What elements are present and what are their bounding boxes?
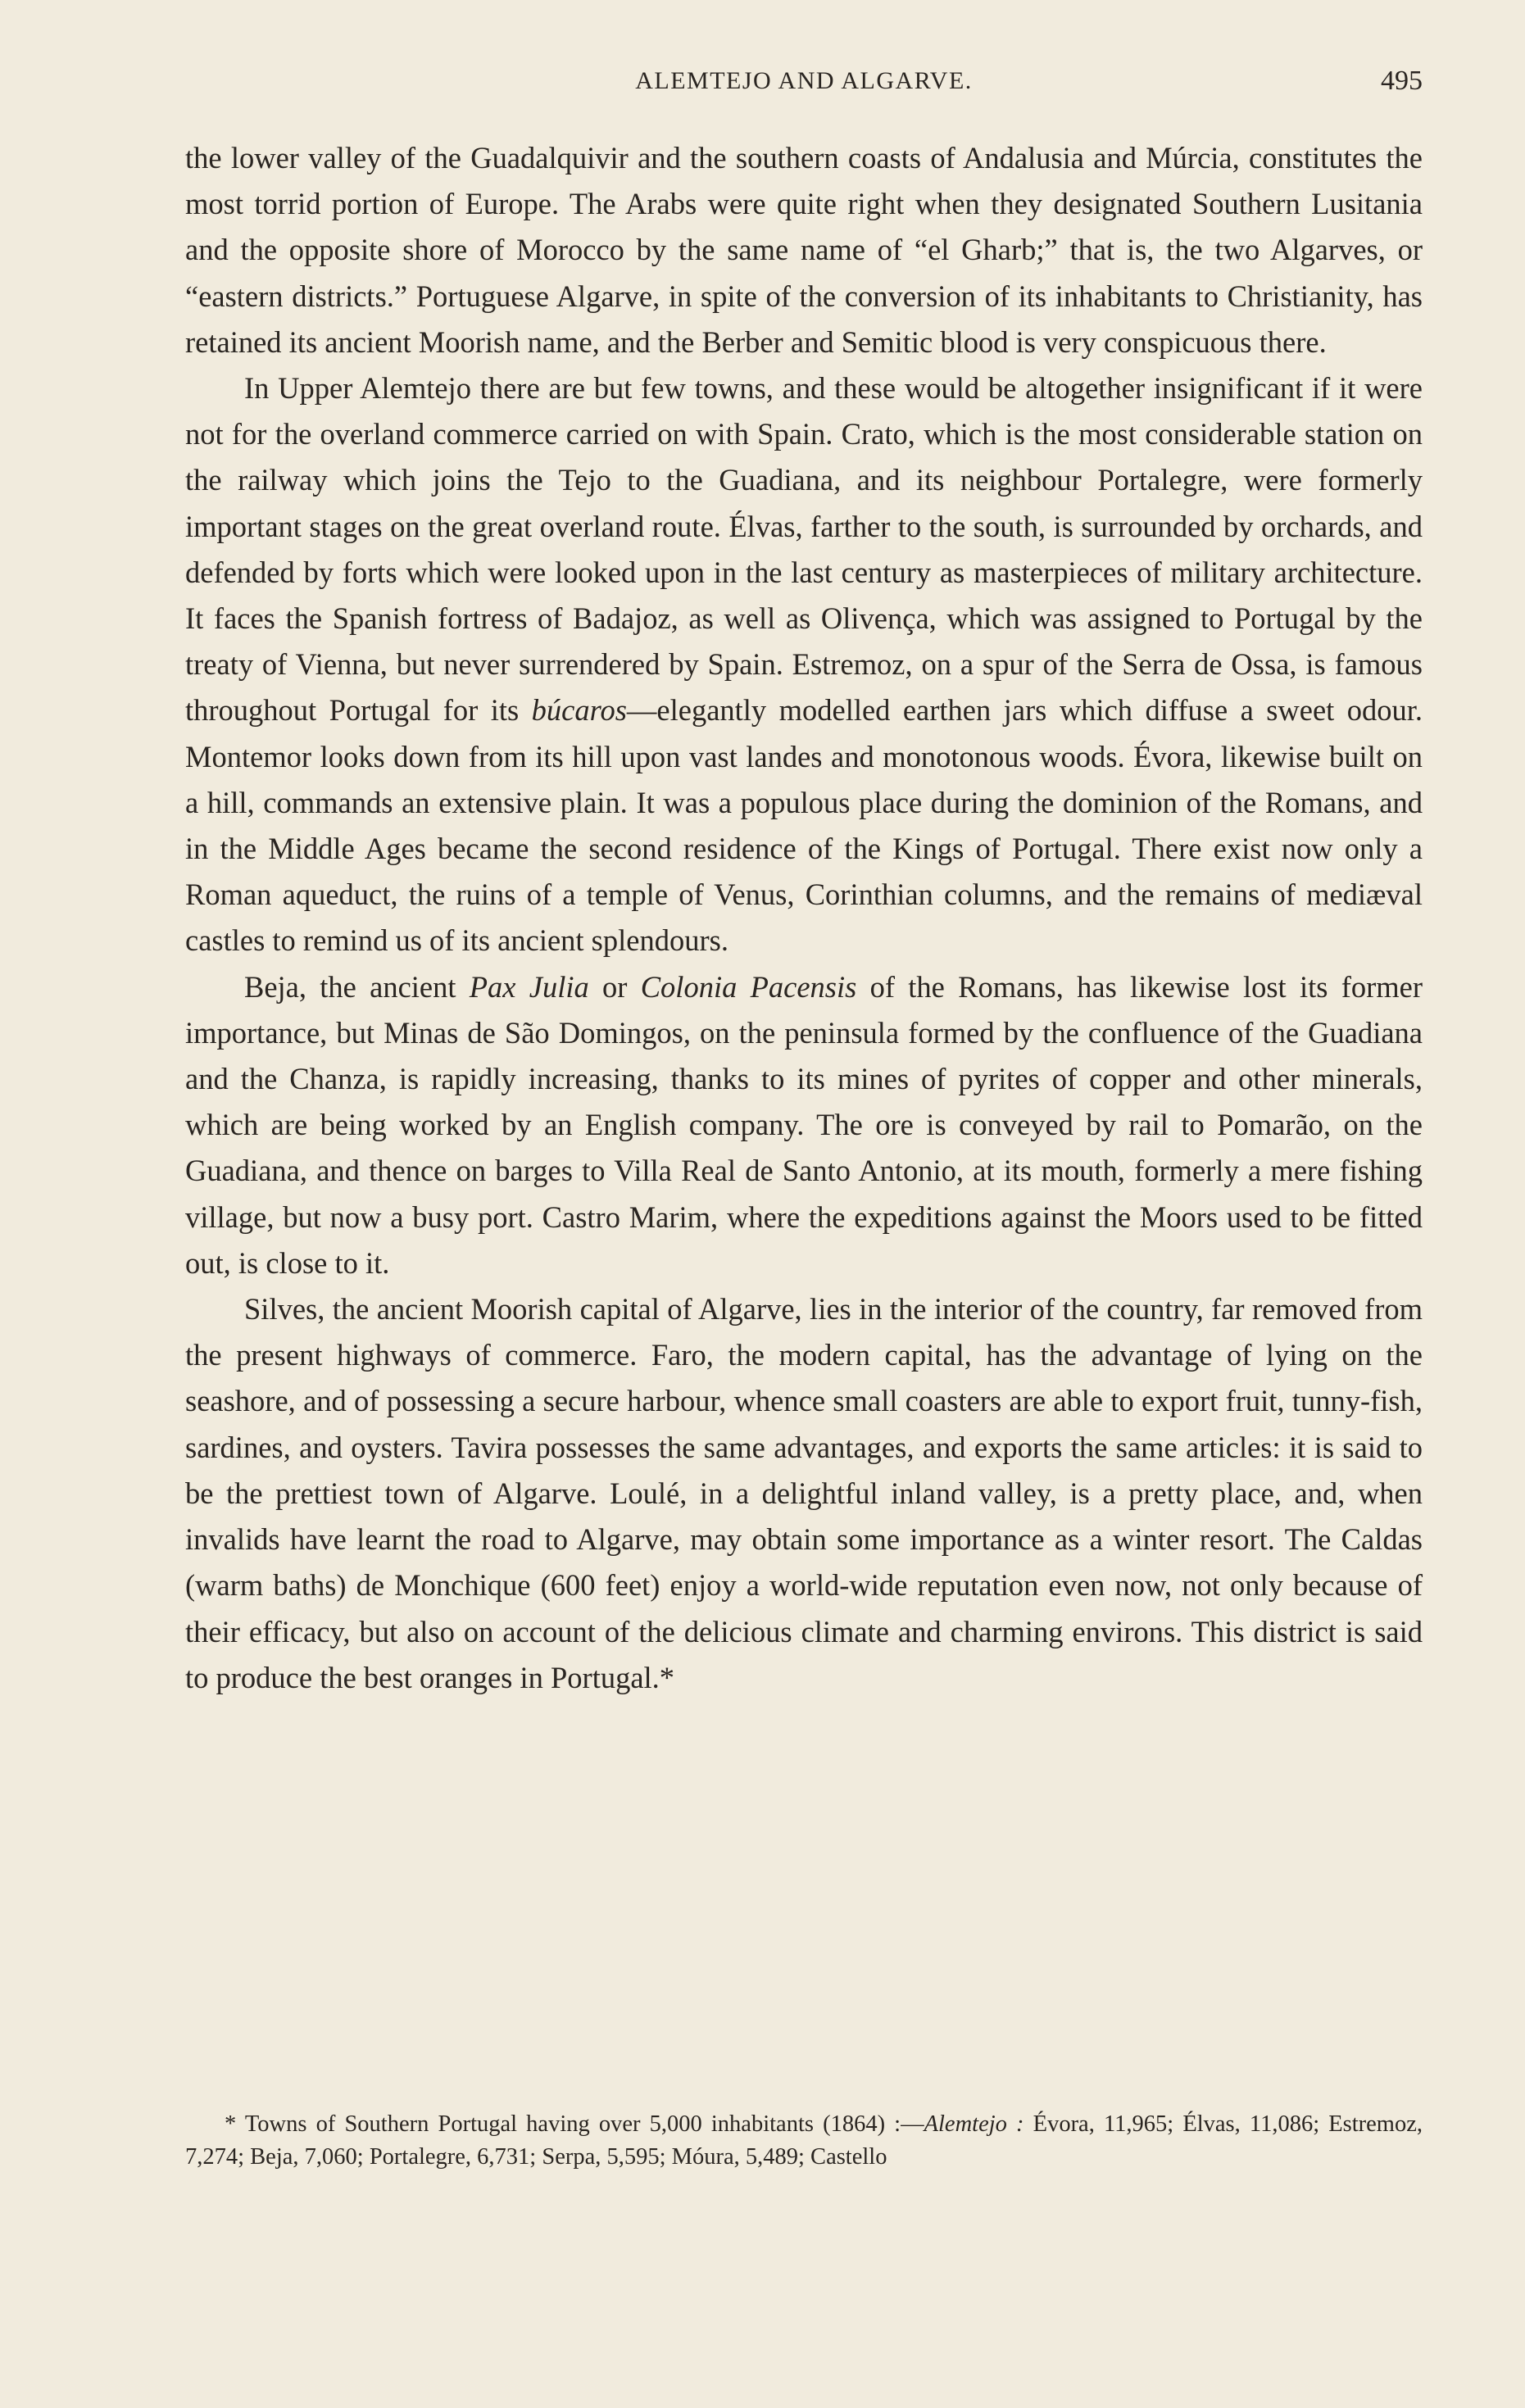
paragraph	[185, 365, 1423, 964]
running-head	[185, 61, 1423, 102]
italic-text: Colonia Pacensis	[640, 969, 857, 1004]
text-run: the lower valley of the Guadalquivir and the southern coasts of Andalusia and Múrcia, constitutes the most torrid portion of Europe. The Arabs were quite right when they designated Southern Lusitania and the opposite shore of Morocco by the same name of “el Gharb;” that is, the two Algarves, or “eastern districts.” Portuguese Algarve, in spite of the conversion of its inhabitants to Christianity, has retained its ancient Moorish name, and the Berber and Semitic blood is very conspicuous there.	[185, 141, 1423, 359]
text-run: In Upper Alemtejo there are but few towns, and these would be altogether insignificant if it were not for the overland commerce carried on with Spain. Crato, which is the most considerable station on the railway which joins the Tejo to the Guadiana, and its neighbour Portalegre, were formerly important stages on the great overland route. Élvas, farther to the south, is surrounded by orchards, and defended by forts which were looked upon in the last century as masterpieces of military architecture. It faces the Spanish fortress of Badajoz, as well as Olivença, which was assigned to Portugal by the treaty of Vienna, but never surrendered by Spain. Estremoz, on a spur of the Serra de Ossa, is famous throughout Portugal for its	[185, 371, 1423, 728]
text-run: Beja, the ancient	[244, 969, 470, 1004]
italic-text: Alemtejo :	[924, 2111, 1024, 2137]
text-run: of the Romans, has likewise lost its former importance, but Minas de São Domingos, on the peninsula formed by the confluence of the Guadiana and the Chanza, is rapidly increasing, thanks to its mines of pyrites of copper and other minerals, which are being worked by an English company. The ore is conveyed by rail to Pomarão, on the Guadiana, and thence on barges to Villa Real de Santo Antonio, at its mouth, formerly a mere fishing village, but now a busy port. Castro Marim, where the expeditions against the Moors used to be fitted out, is close to it.	[185, 969, 1423, 1280]
text-run: —elegantly modelled earthen jars which diffuse a sweet odour. Montemor looks down from its hill upon vast landes and monotonous woods. Évora, likewise built on a hill, commands an extensive plain. It was a populous place during the dominion of the Romans, and in the Middle Ages became the second residence of the Kings of Portugal. There exist now only a Roman aqueduct, the ruins of a temple of Venus, Corinthian columns, and the remains of mediæval castles to remind us of its ancient splendours.	[185, 693, 1423, 958]
text-run: Silves, the ancient Moorish capital of Algarve, lies in the interior of the country, far removed from the present highways of commerce. Faro, the modern capital, has the advantage of lying on the seashore, and of possessing a secure harbour, whence small coasters are able to export fruit, tunny-fish, sardines, and oysters. Tavira possesses the same advantages, and exports the same articles: it is said to be the prettiest town of Algarve. Loulé, in a delightful inland valley, is a pretty place, and, when invalids have learnt the road to Algarve, may obtain some importance as a winter resort. The Caldas (warm baths) de Monchique (600 feet) enjoy a world-wide reputation even now, not only because of their efficacy, but also on account of the delicious climate and charming environs. This district is said to produce the best oranges in Portugal.*	[185, 1292, 1423, 1694]
paragraph	[185, 1286, 1423, 1701]
body-text	[185, 135, 1423, 1701]
text-run: Évora, 11,965; Élvas, 11,086; Estremoz, 7,274; Beja, 7,060; Portalegre, 6,731; Serpa, 5,595; Móura, 5,489; Castello	[185, 2111, 1423, 2170]
text-run: * Towns of Southern Portugal having over 5,000 inhabitants (1864) :—	[225, 2111, 924, 2137]
footnote	[185, 2108, 1423, 2174]
italic-text: Pax Julia	[469, 969, 589, 1004]
paragraph	[185, 964, 1423, 1286]
text-run: or	[588, 969, 641, 1004]
running-title: ALEMTEJO AND ALGARVE.	[635, 67, 973, 94]
page-number: 495	[1381, 66, 1423, 96]
paragraph	[185, 135, 1423, 365]
italic-text: búcaros	[531, 693, 627, 728]
